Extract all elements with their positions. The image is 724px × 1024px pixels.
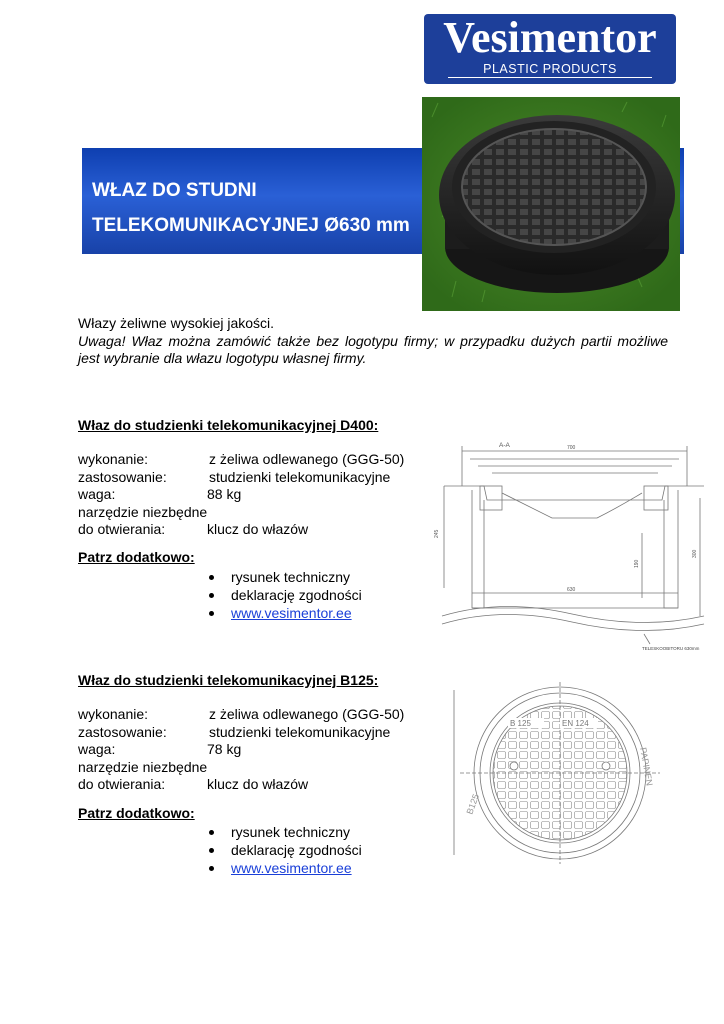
lid-hole-icon [510, 762, 518, 770]
spec-label: zastosowanie: [78, 468, 167, 485]
bullet-icon [209, 848, 214, 853]
website-link[interactable]: www.vesimentor.ee [231, 605, 352, 621]
declaration-link[interactable]: deklarację zgodności [231, 587, 362, 603]
spec-label: zastosowanie: [78, 723, 167, 740]
logo-wordmark: Vesimentor [443, 13, 657, 62]
spec-label: waga: [78, 486, 116, 502]
dimension-left: 245 [434, 529, 440, 538]
intro-text [78, 315, 668, 368]
section-b125-title: Właz do studzienki telekomunikacyjnej B125: [78, 672, 379, 688]
section-b125-specs [78, 706, 418, 796]
lid-hole-icon [602, 762, 610, 770]
section-d400-specs [78, 451, 418, 541]
dimension-top: 700 [567, 445, 576, 451]
lid-mark-standard: EN 124 [562, 719, 589, 728]
technical-drawing-link[interactable]: rysunek techniczny [231, 824, 351, 840]
bullet-icon [209, 575, 214, 580]
list-item[interactable] [207, 604, 362, 622]
spec-label: do otwierania: [78, 776, 166, 792]
section-d400-title: Właz do studzienki telekomunikacyjnej D400: [78, 417, 379, 433]
section-b125-see-title: Patrz dodatkowo: [78, 805, 195, 821]
spec-label: narzędzie niezbędne [78, 758, 208, 775]
dimension-right: 300 [692, 549, 698, 558]
company-logo [424, 14, 676, 84]
product-photo [422, 97, 680, 311]
website-link[interactable]: www.vesimentor.ee [231, 860, 352, 876]
spec-label: wykonanie: [78, 706, 149, 722]
dimension-mid: 190 [634, 559, 640, 568]
dimension-bottom: 630 [567, 587, 576, 593]
spec-value: z żeliwa odlewanego (GGG-50) [209, 451, 405, 467]
bullet-icon [209, 593, 214, 598]
list-item[interactable] [207, 841, 362, 859]
spec-value: studzienki telekomunikacyjne [209, 723, 391, 740]
section-b125-see-list [207, 823, 362, 877]
spec-label: waga: [78, 741, 116, 757]
drawing-caption: TELESKOOBITORU 630mm [642, 646, 700, 651]
spec-label: do otwierania: [78, 521, 166, 537]
intro-note: Uwaga! Właz można zamówić także bez logotypu firmy; w przypadku dużych partii możliwe jest wybranie dla włazu logotypu własnej firmy. [78, 332, 668, 366]
spec-value: klucz do włazów [207, 776, 309, 792]
spec-value: 78 kg [207, 741, 242, 757]
bullet-icon [209, 866, 214, 871]
technical-drawing-link[interactable]: rysunek techniczny [231, 569, 351, 585]
bullet-icon [209, 830, 214, 835]
banner-title-line-2: TELEKOMUNIKACYJNEJ Ø630 mm [92, 215, 410, 236]
intro-quality-line: Włazy żeliwne wysokiej jakości. [78, 315, 275, 331]
bullet-icon [209, 611, 214, 616]
technical-drawing-d400 [432, 438, 716, 652]
banner-title-line-1: WŁAZ DO STUDNI [92, 180, 257, 201]
list-item[interactable] [207, 586, 362, 604]
ring-text-right: PAPINEN [638, 746, 655, 787]
spec-label: narzędzie niezbędne [78, 503, 208, 520]
list-item[interactable] [207, 823, 362, 841]
spec-label: wykonanie: [78, 451, 149, 467]
spec-value: 88 kg [207, 486, 242, 502]
section-label: A-A [499, 442, 510, 449]
technical-drawing-b125 [452, 680, 662, 870]
logo-tagline: PLASTIC PRODUCTS [448, 62, 652, 78]
ring-text-left: B125 [464, 792, 482, 816]
lid-mark-class: B 125 [510, 719, 531, 728]
section-d400-see-title: Patrz dodatkowo: [78, 549, 195, 565]
section-d400-see-list [207, 568, 362, 622]
spec-value: z żeliwa odlewanego (GGG-50) [209, 706, 405, 722]
list-item[interactable] [207, 568, 362, 586]
list-item[interactable] [207, 859, 362, 877]
spec-value: klucz do włazów [207, 521, 309, 537]
spec-value: studzienki telekomunikacyjne [209, 468, 391, 485]
declaration-link[interactable]: deklarację zgodności [231, 842, 362, 858]
